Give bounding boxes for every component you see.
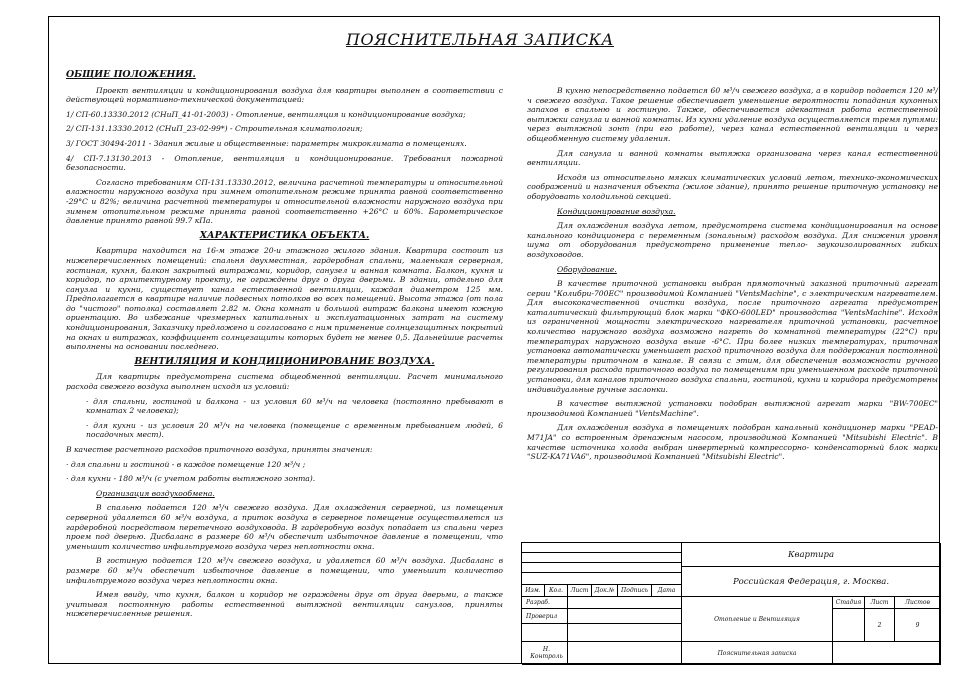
stamp-col-kol: Кол. <box>545 585 568 597</box>
right-paragraph-2: Для санузла и ванной комнаты вытяжка организована через канал естественной вентиляции. <box>527 148 938 168</box>
vent-bullet-2: · для кухни - из условия 20 м³/ч на человека (помещение с временным пребыванием людей, 6 посадочных мест). <box>86 420 503 440</box>
general-heading: ОБЩИЕ ПОЛОЖЕНИЯ. <box>66 69 196 80</box>
cond-heading: Кондиционирование воздуха. <box>557 206 676 216</box>
equip-paragraph-3: Для охлаждения воздуха в помещениях подобран канальный кондиционер марки "PEAD-M71JA" со встроенным дренажным насосом, производимой Компанией "Mitsubishi Electric". В качестве источника холода выбран инвертерный компрессорно- конденсаторный блок марки "SUZ-KA71VA6", производимой Компанией "Mitsubishi Electric". <box>527 423 938 462</box>
stamp-empty-row <box>522 563 682 573</box>
stamp-listov-label: Листов <box>895 597 941 609</box>
stamp-empty <box>522 624 568 642</box>
org-paragraph-2: В гостиную подается 120 м³/ч свежего воздуха, и удаляется 60 м³/ч воздуха. Дисбаланс в размере 60 м³/ч обеспечит избыточное давление в помещении, что уменьшит количество инфильтруемого воздуха через неплотности окна. <box>66 556 503 585</box>
general-calc: Согласно требованиям СП-131.13330.2012, величина расчетной температуры и относительной влажности наружного воздуха при зимнем отопительном режиме принята равной соответственно -29°С и 82%; величина расчетной температуры и относительной влажности наружного воздуха при зимнем отопительном режиме принята равной соответственно +26°С и 60%. Барометрическое давление принято равной 99.7 кПа. <box>66 177 503 226</box>
right-column <box>527 86 938 467</box>
org-paragraph-1: В спальню подается 120 м³/ч свежего воздуха. Для охлаждения серверной, из помещения серверной удаляется 60 м³/ч воздуха, а приток воздуха в серверное помещение осуществляется из гардеробной посредством перетечного воздуховода. В гардеробную воздух попадает из спальни через проем под дверью. Дисбаланс в размере 60 м³/ч обеспечит избыточное давление в помещении, что уменьшит количество инфильтруемого воздуха через неплотности окна. <box>66 503 503 551</box>
stamp-location: Российская Федерация, г. Москва. <box>682 567 941 597</box>
stamp-col-sign: Подпись <box>618 585 652 597</box>
doc-item-2: 2/ СП-131.13330.2012 (СНиП_23-02-99*) - Строительная климатология; <box>66 124 363 134</box>
stamp-nkontrol: Н. Контроль <box>522 642 568 665</box>
stamp-col-date: Дата <box>652 585 682 597</box>
vent-calc-2: · для кухни - 180 м³/ч (с учетом работы вытяжного зонта). <box>66 474 316 484</box>
title-block <box>521 542 940 664</box>
stamp-list-label: Лист <box>865 597 895 609</box>
doc-item-3: 3/ ГОСТ 30494-2011 - Здания жилые и общественные: параметры микроклимата в помещениях. <box>66 138 467 148</box>
vent-intro: Для квартиры предусмотрена система общеобменной вентиляции. Расчет минимального расхода свежего воздуха выполнен исходя из условий: <box>66 372 503 392</box>
stamp-empty <box>833 642 941 665</box>
stamp-empty-row <box>522 543 682 553</box>
equip-paragraph-1: В качестве приточной установки выбран прямоточный заказной приточный агрегат серии "Колибри-700ЕС" производимой Компанией "VentsMachine", с электрическим нагревателем. Для высококачественной очистки воздуха, после приточного агрегата предусмотрен каталитический фильтрующий блок марки "ФКО-600LED" производства "VentsMachine". Исходя из ограниченной мощности электрического нагревателя приточной установки, расчетное количество наружного воздуха возможно нагреть до комнатной температуры (22°С) при температурах наружного воздуха выше -6°С. При более низких температурах, приточная установка автоматически уменьшает расход приточного воздуха для поддержания постоянной температуры приточном в канале. В связи с этим, для обеспечения возможности ручного регулирования расхода приточного воздуха по помещениям при уменьшенном расходе приточной установки, для каналов приточного воздуха спальни, гостиной, кухни и коридора предусмотрены индивидуальные ручные заслонки. <box>527 279 938 394</box>
vent-heading: ВЕНТИЛЯЦИЯ И КОНДИЦИОНИРОВАНИЕ ВОЗДУХА. <box>134 355 435 367</box>
vent-bullet-1: · для спальни, гостиной и балкона - из условия 60 м³/ч на человека (постоянно пребывают в комнатах 2 человека); <box>86 396 503 416</box>
stamp-col-doc: Док.№ <box>592 585 618 597</box>
stamp-list-value: 2 <box>865 609 895 642</box>
stamp-stadiya-value <box>833 609 865 642</box>
document-title: ПОЯСНИТЕЛЬНАЯ ЗАПИСКА <box>346 30 614 49</box>
stamp-col-izm: Изм. <box>522 585 545 597</box>
stamp-col-list: Лист <box>568 585 592 597</box>
stamp-empty-row <box>522 553 682 563</box>
stamp-stadiya-label: Стадия <box>833 597 865 609</box>
stamp-empty <box>568 642 682 665</box>
cond-paragraph: Для охлаждения воздуха летом, предусмотрена система кондиционирования на основе канального кондиционера с переменным (зональным) расходом воздуха. Для снижения уровня шума от оборудования предусмотрено применение тепло- звукоизолированных гибких воздуховодов. <box>527 221 938 259</box>
stamp-project: Квартира <box>682 543 941 567</box>
right-paragraph-3: Исходя из относительно мягких климатических условий летом, технико-экономических соображений и назначения объекта (жилое здание), принято решение приточную установку не оборудовать холодильной секцией. <box>527 172 938 201</box>
org-heading: Организация воздухообмена. <box>96 488 215 498</box>
stamp-empty-row <box>522 573 682 585</box>
vent-calc-intro: В качестве расчетного расходов приточного воздуха, приняты значения: <box>66 445 373 454</box>
doc-item-1: 1/ СП-60.13330.2012 (СНиП_41-01-2003) - Отопление, вентиляция и кондиционирование воздуха; <box>66 109 466 119</box>
left-column <box>66 70 503 624</box>
stamp-proveril: Проверил <box>522 609 568 624</box>
stamp-razrab: Разраб. <box>522 597 568 609</box>
general-intro: Проект вентиляции и кондиционирования воздуха для квартиры выполнен в соответствии с действующей нормативно-технической документацией: <box>66 85 503 105</box>
right-paragraph-1: В кухню непосредственно подается 60 м³/ч свежего воздуха, а в коридор подается 120 м³/ч свежего воздуха. Такое решение обеспечивает уменьшение вероятности попадания кухонных запахов в спальню и гостиную. Также, обеспечивается адекватная работа естественной вытяжки санузла и ванной комнаты. Из кухни удаление воздуха осуществляется тремя путями: через вытяжной зонт (при его работе), через канал естественной вентиляции и через общеобменную систему удаления. <box>527 86 938 143</box>
object-text: Квартира находится на 16-м этаже 20-и этажного жилого здания. Квартира состоит из нижеперечисленных помещений: спальня двухместная, гардеробная спальни, маленькая серверная, гостиная, кухня, балкон закрытый витражами, коридор, санузел и ванная комната. Балкон, кухня и коридор, по архитектурному проекту, не ограждены друг о друга дверьми. В здании, отдельно для санузла и кухни, существует канал естественной вентиляции, каждая диаметром 125 мм. Предполагается в квартире наличие подвесных потолков во всех помещений. Высота этажа (от пола до "чистого" потолка) составляет 2.82 м. Окна комнат и большой витраж балкона имеют южную ориентацию. Во избежание чрезмерных капитальных и эксплуатационных затрат на систему кондиционирования, Заказчику предложено и согласовано с ним применение солнцезащитных покрытий на окнах и витражах, коэффициент солнцезащиты которых будет не менее 0,5. Дальнейшие расчеты выполнены на основании последнего. <box>66 246 503 352</box>
equip-heading: Оборудование. <box>557 264 617 274</box>
stamp-section: Отопление и Вентиляция <box>682 597 833 642</box>
org-paragraph-3: Имея ввиду, что кухня, балкон и коридор не ограждены друг от друга дверьми, а также учитывая постоянную работы естественной вытяжной вентиляции санузлов, приняты нижеперечисленные решения. <box>66 590 503 619</box>
doc-item-4: 4/ СП-7.13130.2013 - Отопление, вентиляция и кондиционирование. Требования пожарной безопасности. <box>66 153 503 173</box>
stamp-listov-value: 9 <box>895 609 941 642</box>
object-heading: ХАРАКТЕРИСТИКА ОБЪЕКТА. <box>199 229 370 241</box>
stamp-doc-name: Пояснительная записка <box>682 642 833 665</box>
stamp-empty <box>568 609 682 624</box>
vent-calc-1: · для спальни и гостиной - в каждое помещение 120 м³/ч ; <box>66 459 306 469</box>
stamp-empty <box>568 597 682 609</box>
equip-paragraph-2: В качестве вытяжной установки подобран вытяжной агрегат марки "BW-700ЕС" производимой Компанией "VentsMachine". <box>527 399 938 418</box>
stamp-empty <box>568 624 682 642</box>
